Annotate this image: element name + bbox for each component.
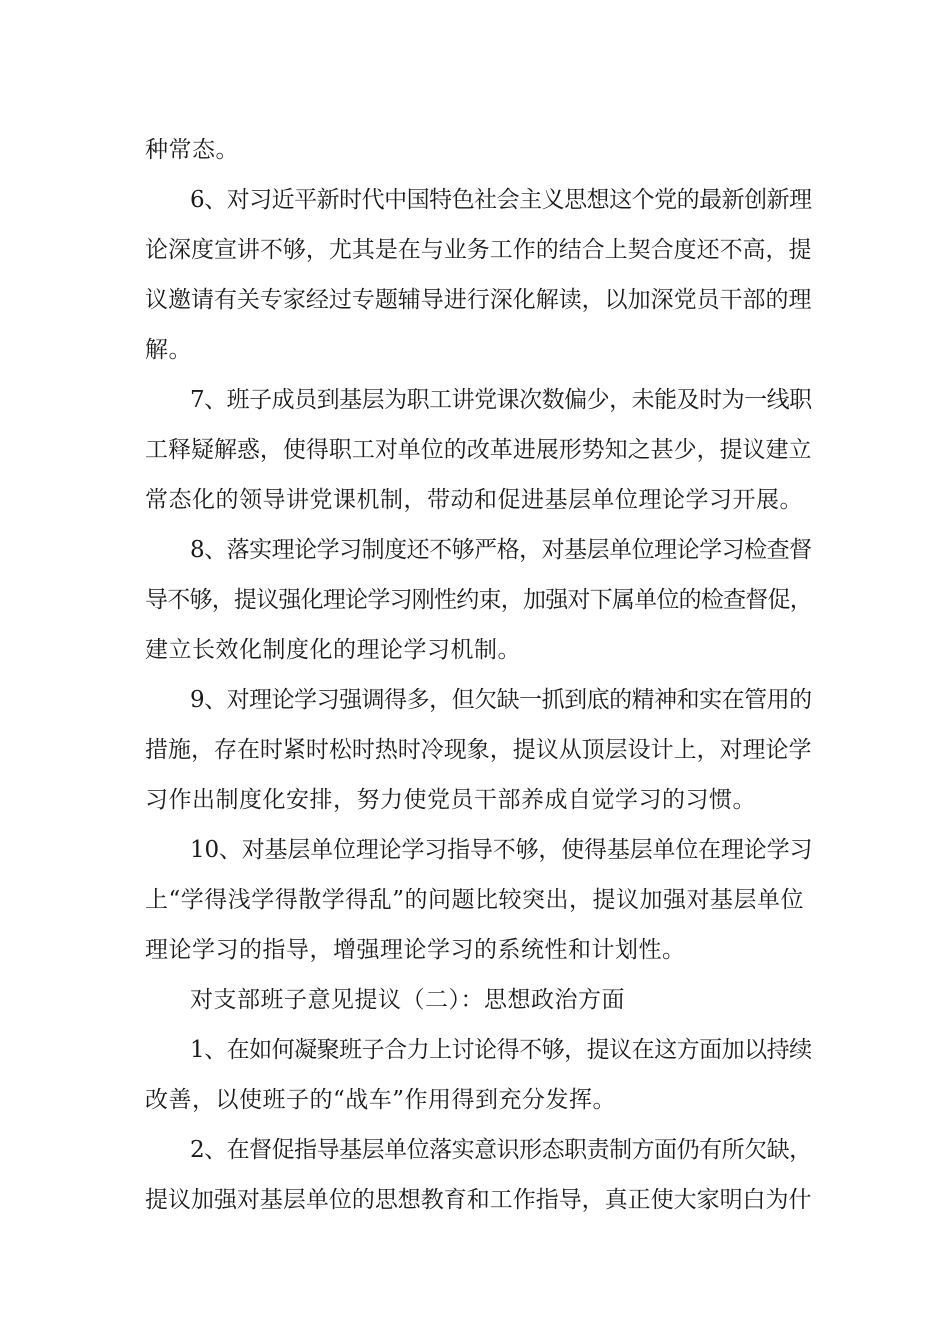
text-line: 理论学习的指导，增强理论学习的系统性和计划性。 (145, 937, 686, 963)
text-line: 提议加强对基层单位的思想教育和工作指导，真正使大家明白为什 (145, 1187, 812, 1213)
text-line: 论深度宣讲不够，尤其是在与业务工作的结合上契合度还不高，提 (145, 237, 812, 263)
paragraph-10-line-1: 10、对基层单位理论学习指导不够，使得基层单位在理论学习 (190, 837, 813, 863)
text-line: 措施，存在时紧时松时热时冷现象，提议从顶层设计上，对理论学 (145, 737, 812, 763)
paragraph-1-line-1: 1、在如何凝聚班子合力上讨论得不够，提议在这方面加以持续 (190, 1037, 812, 1063)
paragraph-7-line-1: 7、班子成员到基层为职工讲党课次数偏少，未能及时为一线职 (190, 387, 812, 413)
text-line: 解。 (145, 337, 192, 363)
text-line: 改善，以使班子的“战车”作用得到充分发挥。 (145, 1087, 617, 1113)
section-heading: 对支部班子意见提议（二）：思想政治方面 (190, 987, 625, 1013)
text-line: 导不够，提议强化理论学习刚性约束，加强对下属单位的检查督促， (145, 587, 813, 613)
paragraph-9-line-1: 9、对理论学习强调得多，但欠缺一抓到底的精神和实在管用的 (190, 687, 812, 713)
text-line: 建立长效化制度化的理论学习机制。 (145, 637, 521, 663)
text-line: 习作出制度化安排，努力使党员干部养成自觉学习的习惯。 (145, 787, 756, 813)
paragraph-8-line-1: 8、落实理论学习制度还不够严格，对基层单位理论学习检查督 (190, 537, 812, 563)
paragraph-6-line-1: 6、对习近平新时代中国特色社会主义思想这个党的最新创新理 (190, 187, 812, 213)
paragraph-2-line-1: 2、在督促指导基层单位落实意识形态职责制方面仍有所欠缺， (190, 1137, 812, 1163)
text-line: 种常态。 (145, 137, 239, 163)
text-line: 议邀请有关专家经过专题辅导进行深化解读，以加深党员干部的理 (145, 287, 812, 313)
text-line: 上“学得浅学得散学得乱”的问题比较突出，提议加强对基层单位 (145, 887, 805, 913)
text-line: 工释疑解惑，使得职工对单位的改革进展形势知之甚少，提议建立 (145, 437, 812, 463)
text-line: 常态化的领导讲党课机制，带动和促进基层单位理论学习开展。 (145, 487, 803, 513)
